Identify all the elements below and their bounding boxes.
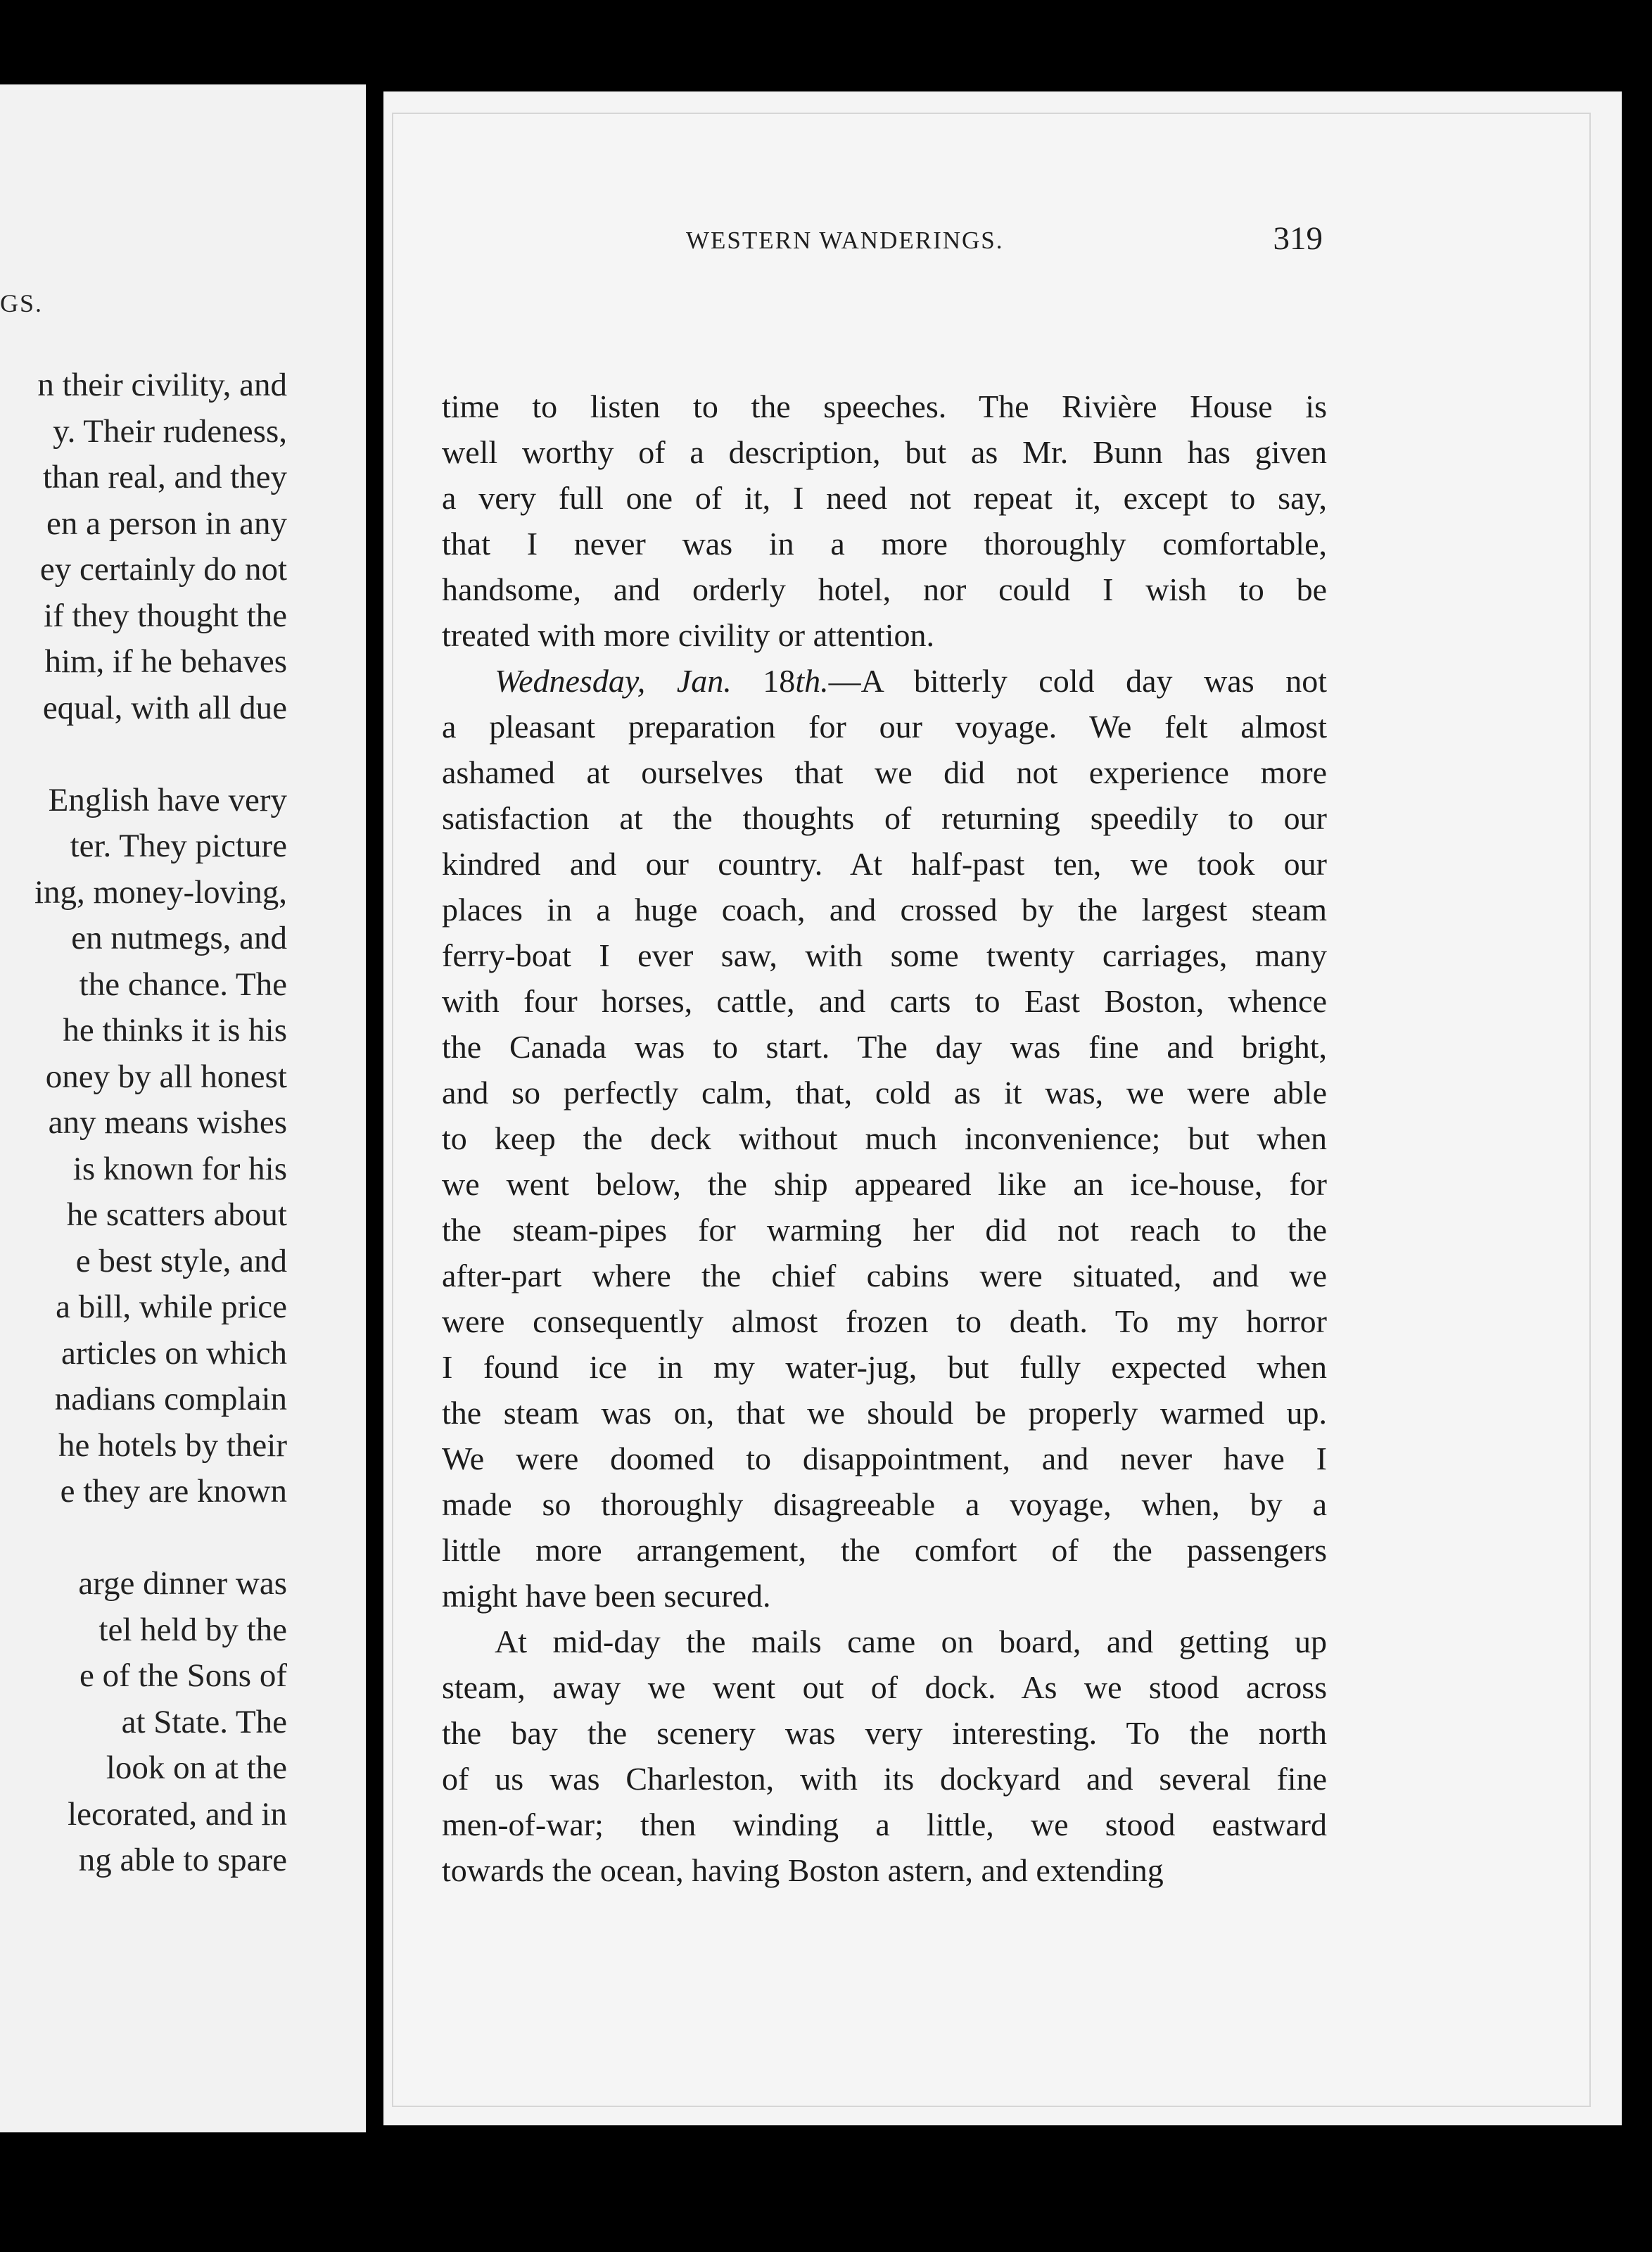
left-page-line: if they thought the bbox=[44, 597, 287, 634]
text-line: ferry-boat I ever saw, with some twenty carriages, many bbox=[442, 937, 1327, 973]
text-line: were consequently almost frozen to death. To my horror bbox=[442, 1303, 1327, 1339]
text-line: the steam-pipes for warming her did not reach to the bbox=[442, 1212, 1327, 1248]
page-header bbox=[306, 220, 1323, 269]
text-line: the bay the scenery was very interesting. To the north bbox=[442, 1715, 1327, 1751]
left-page-line: e they are known bbox=[60, 1473, 287, 1510]
left-page-line: en a person in any bbox=[46, 505, 287, 542]
left-page-line: any means wishes bbox=[48, 1104, 287, 1141]
text-line: treated with more civility or attention. bbox=[442, 617, 935, 653]
paragraph bbox=[442, 1619, 1327, 1893]
text-line: we went below, the ship appeared like an ice-house, for bbox=[442, 1166, 1327, 1202]
text-line: handsome, and orderly hotel, nor could I wish to be bbox=[442, 571, 1327, 607]
text-line: kindred and our country. At half-past ten, we took our bbox=[442, 846, 1327, 882]
text-line: that I never was in a more thoroughly comfortable, bbox=[442, 526, 1327, 562]
left-page bbox=[0, 84, 366, 2132]
left-page-line: y. Their rudeness, bbox=[53, 412, 287, 450]
left-page-line: at State. The bbox=[121, 1703, 287, 1740]
left-page-line: ing, money-loving, bbox=[34, 873, 287, 911]
left-page-line: e best style, and bbox=[75, 1242, 287, 1279]
left-page-line: articles on which bbox=[61, 1334, 287, 1372]
left-page-line: he scatters about bbox=[66, 1196, 287, 1233]
text-line: made so thoroughly disagreeable a voyage, when, by a bbox=[442, 1486, 1327, 1522]
text-line: a pleasant preparation for our voyage. We felt almost bbox=[442, 709, 1327, 745]
left-running-head: GS. bbox=[0, 289, 44, 317]
text-line: little more arrangement, the comfort of the passengers bbox=[442, 1532, 1327, 1568]
text-line: of us was Charleston, with its dockyard and several fine bbox=[442, 1761, 1327, 1797]
text-line: might have been secured. bbox=[442, 1578, 771, 1614]
text-line: after-part where the chief cabins were situated, and we bbox=[442, 1258, 1327, 1293]
left-page-line: equal, with all due bbox=[42, 689, 287, 726]
left-page-line: the chance. The bbox=[79, 966, 287, 1003]
left-page-line: lecorated, and in bbox=[68, 1795, 287, 1833]
text-line: the Canada was to start. The day was fine and bright, bbox=[442, 1029, 1327, 1065]
text-line: and so perfectly calm, that, cold as it was, we were able bbox=[442, 1075, 1327, 1111]
text-line: with four horses, cattle, and carts to East Boston, whence bbox=[442, 983, 1327, 1019]
running-title: WESTERN WANDERINGS. bbox=[686, 227, 1004, 254]
text-line: towards the ocean, having Boston astern, and extending bbox=[442, 1852, 1164, 1888]
left-page-line: is known for his bbox=[72, 1150, 287, 1187]
left-page-line: ter. They picture bbox=[70, 828, 287, 864]
left-page-line: arge dinner was bbox=[78, 1565, 287, 1602]
text-line: We were doomed to disappointment, and never have I bbox=[442, 1441, 1327, 1476]
text-line: I found ice in my water-jug, but fully expected when bbox=[442, 1349, 1327, 1385]
left-page-line: than real, and they bbox=[42, 459, 287, 495]
page-number: 319 bbox=[1273, 220, 1323, 257]
left-page-line: a bill, while price bbox=[56, 1289, 287, 1325]
text-line: well worthy of a description, but as Mr. Bunn has given bbox=[442, 434, 1327, 470]
body-text bbox=[442, 384, 1327, 1893]
left-page-line: he thinks it is his bbox=[63, 1012, 287, 1049]
paragraph bbox=[442, 384, 1327, 658]
text-line: satisfaction at the thoughts of returning speedily to our bbox=[442, 800, 1327, 836]
left-page-line: him, if he behaves bbox=[44, 643, 287, 680]
text-line: men-of-war; then winding a little, we stood eastward bbox=[442, 1807, 1327, 1842]
left-page-line: look on at the bbox=[106, 1750, 287, 1786]
left-page-line: oney by all honest bbox=[45, 1058, 287, 1095]
left-page-line: n their civility, and bbox=[37, 367, 287, 403]
paragraph bbox=[442, 658, 1327, 1619]
left-page-line: he hotels by their bbox=[58, 1427, 287, 1464]
left-page-line: en nutmegs, and bbox=[71, 920, 287, 956]
text-line: steam, away we went out of dock. As we stood across bbox=[442, 1669, 1327, 1705]
left-page-line: ey certainly do not bbox=[39, 551, 287, 588]
text-line: ashamed at ourselves that we did not experience more bbox=[442, 754, 1327, 790]
text-line: time to listen to the speeches. The Rivière House is bbox=[442, 388, 1327, 424]
text-line: the steam was on, that we should be properly warmed up. bbox=[442, 1395, 1327, 1431]
left-page-line: nadians complain bbox=[54, 1381, 287, 1417]
text-line: a very full one of it, I need not repeat it, except to say, bbox=[442, 480, 1327, 516]
left-page-line: tel held by the bbox=[99, 1611, 287, 1648]
text-line: to keep the deck without much inconvenience; but when bbox=[442, 1120, 1327, 1156]
left-page-line: English have very bbox=[48, 781, 287, 818]
text-line: At mid-day the mails came on board, and getting up bbox=[495, 1624, 1327, 1659]
left-page-line: ng able to spare bbox=[78, 1842, 287, 1878]
text-line: Wednesday, Jan. 18th.—A bitterly cold day was not bbox=[495, 663, 1327, 699]
text-line: places in a huge coach, and crossed by the largest steam bbox=[442, 892, 1327, 928]
left-page-line: e of the Sons of bbox=[79, 1657, 287, 1694]
